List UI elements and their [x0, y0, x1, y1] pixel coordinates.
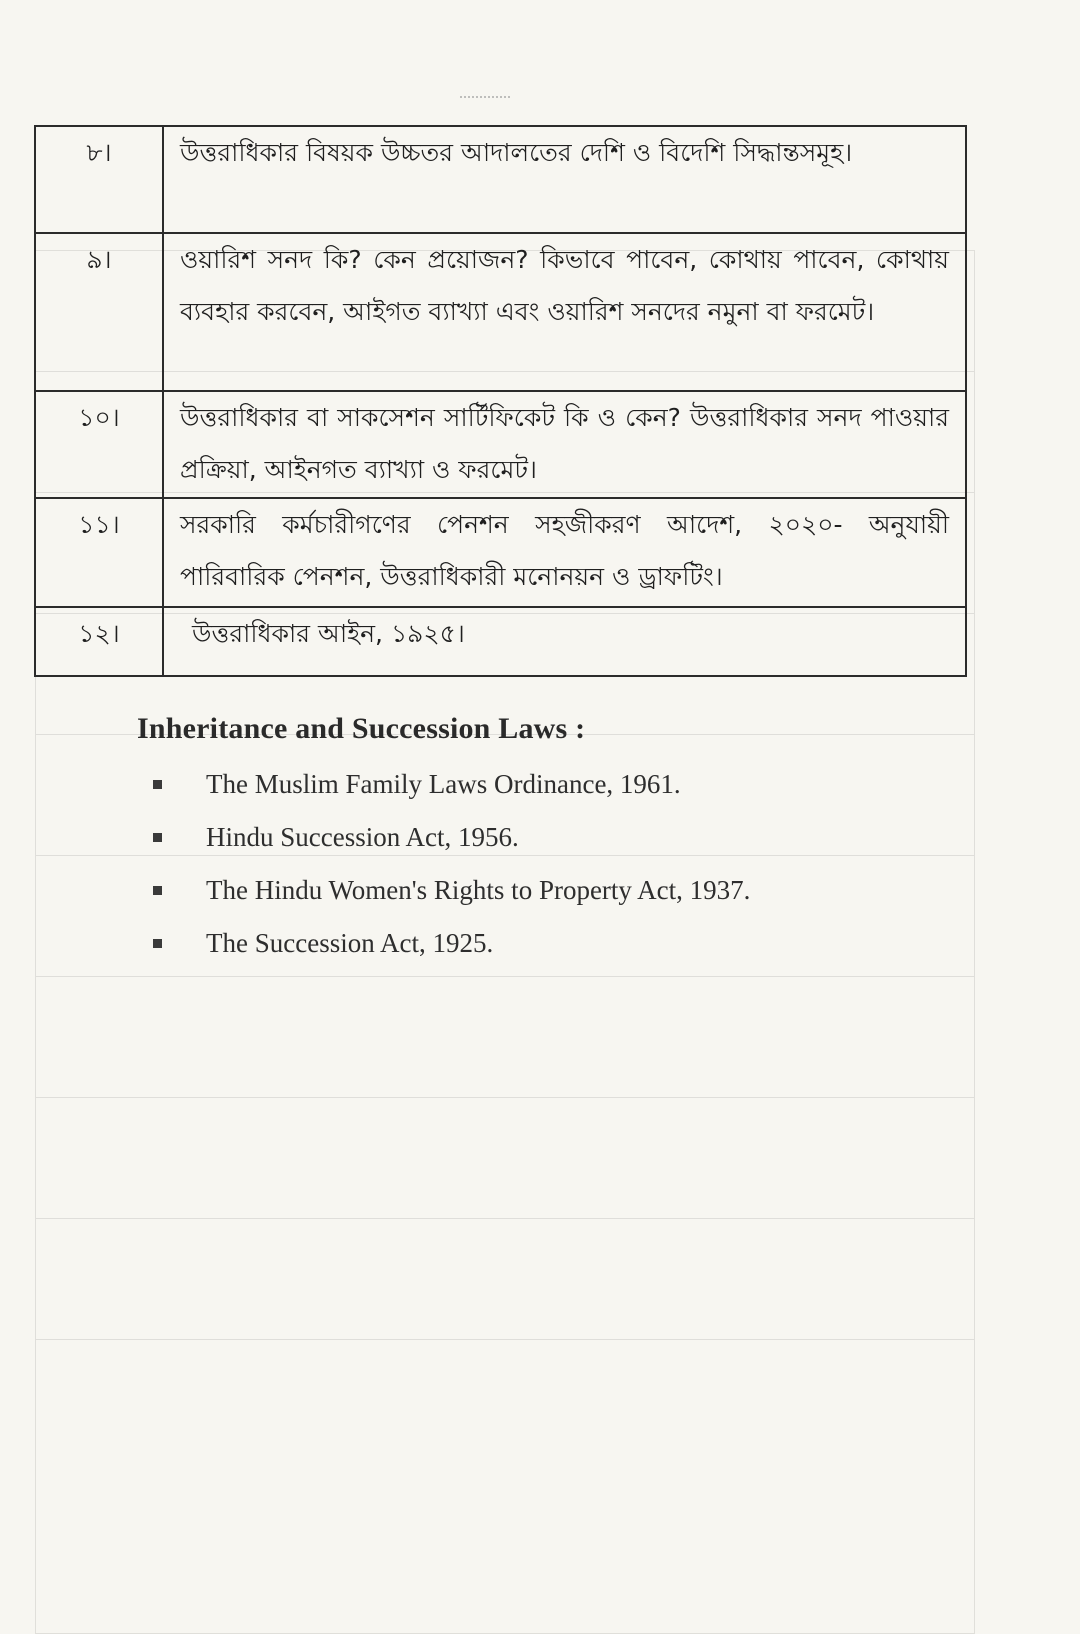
list-item	[137, 758, 937, 811]
square-bullet-icon	[153, 939, 162, 948]
laws-heading: Inheritance and Succession Laws :	[137, 712, 586, 745]
row-number: ৯।	[35, 233, 163, 391]
row-number: ৮।	[35, 126, 163, 233]
row-description: ওয়ারিশ সনদ কি? কেন প্রয়োজন? কিভাবে পাবেন, কোথায় পাবেন, কোথায় ব্যবহার করবেন, আইগত ব্যাখ্যা এবং ওয়ারিশ সনদের নমুনা বা ফরমেট।	[163, 233, 966, 391]
table-row	[35, 607, 966, 676]
list-item	[137, 917, 937, 970]
row-description: উত্তরাধিকার বিষয়ক উচ্চতর আদালতের দেশি ও বিদেশি সিদ্ধান্তসমূহ।	[163, 126, 966, 233]
square-bullet-icon	[153, 833, 162, 842]
row-number: ১২।	[35, 607, 163, 676]
list-item	[137, 864, 937, 917]
scan-artifact	[460, 96, 510, 100]
laws-list	[137, 758, 937, 970]
table-row	[35, 498, 966, 607]
table-row	[35, 126, 966, 233]
laws-section	[137, 712, 937, 970]
row-description: সরকারি কর্মচারীগণের পেনশন সহজীকরণ আদেশ, ২০২০- অনুযায়ী পারিবারিক পেনশন, উত্তরাধিকারী মনোনয়ন ও ড্রাফটিং।	[163, 498, 966, 607]
table-row	[35, 233, 966, 391]
law-title: The Hindu Women's Rights to Property Act, 1937.	[206, 875, 751, 905]
syllabus-table	[34, 125, 967, 677]
row-number: ১১।	[35, 498, 163, 607]
list-item	[137, 811, 937, 864]
square-bullet-icon	[153, 886, 162, 895]
row-description: উত্তরাধিকার আইন, ১৯২৫।	[163, 607, 966, 676]
law-title: The Muslim Family Laws Ordinance, 1961.	[206, 769, 681, 799]
square-bullet-icon	[153, 780, 162, 789]
row-description: উত্তরাধিকার বা সাকসেশন সার্টিফিকেট কি ও কেন? উত্তরাধিকার সনদ পাওয়ার প্রক্রিয়া, আইনগত ব্যাখ্যা ও ফরমেট।	[163, 391, 966, 498]
law-title: Hindu Succession Act, 1956.	[206, 822, 519, 852]
row-number: ১০।	[35, 391, 163, 498]
law-title: The Succession Act, 1925.	[206, 928, 494, 958]
table-row	[35, 391, 966, 498]
